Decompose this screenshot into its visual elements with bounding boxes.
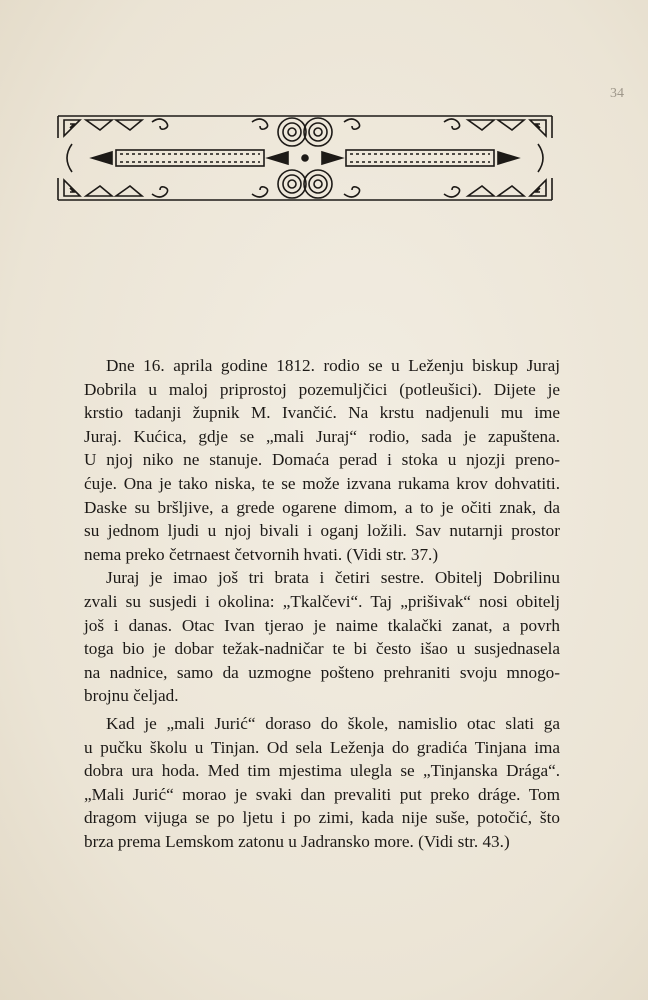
text-line: „Mali Jurić“ morao je svaki dan prevaliti put preko dráge. Tom <box>84 784 560 804</box>
text-line: još i danas. Otac Ivan tjerao je naime tkalački zanat, a povrh <box>84 615 560 635</box>
text-line: u pučku školu u Tinjan. Od sela Leženja do gradića Tinjana ima <box>84 737 560 757</box>
text-line: dobra ura hoda. Med tim mjestima ulegla se „Tinjanska Drága“. <box>84 761 560 781</box>
paragraph-family <box>84 566 560 708</box>
decorative-header-ornament <box>52 108 558 208</box>
text-line: dragom vijuga se po ljetu i po zimi, kada nije suše, potočić, što <box>84 808 560 828</box>
text-line: Dne 16. aprila godine 1812. rodio se u Leženju biskup Juraj <box>106 356 560 375</box>
paragraph-birth <box>84 354 560 566</box>
text-line: na nadnice, samo da uzmogne pošteno prehraniti svoju mnogo- <box>84 662 560 682</box>
paragraph-school <box>84 712 560 854</box>
text-line: nema preko četrnaest četvornih hvati. (Vidi str. 37.) <box>84 544 439 564</box>
text-line: toga bio je dobar težak-nadničar te bi često išao u susjednasela <box>84 639 560 659</box>
main-text <box>84 354 560 853</box>
text-line: Daske su bršljive, a grede ogarene dimom, a to je očiti znak, da <box>84 497 560 517</box>
text-line: su jednom ljudi u njoj bivali i oganj ložili. Sav nutarnji prostor <box>84 521 560 541</box>
text-line: brza prema Lemskom zatonu u Jadransko more. (Vidi str. 43.) <box>84 831 510 851</box>
text-line: ćuje. Ona je tako niska, te se može izvana rukama krov dohvatiti. <box>84 473 560 493</box>
text-line: Juraj je imao još tri brata i četiri sestre. Obitelj Dobrilinu <box>106 568 560 588</box>
text-line: Dobrila u maloj priprostoj pozemuljčici (potleušici). Dijete je <box>84 379 560 399</box>
text-line: U njoj niko ne stanuje. Domaća perad i stoka u njozji preno- <box>84 450 560 470</box>
text-line: Juraj. Kućica, gdje se „mali Juraj“ rodio, sada je zapuštena. <box>84 426 560 446</box>
text-line: krstio tadanji župnik M. Ivančić. Na krstu nadjenuli mu ime <box>84 403 560 423</box>
page-number: 34 <box>610 86 624 101</box>
text-line: brojnu čeljad. <box>84 686 179 706</box>
text-line: Kad je „mali Jurić“ doraso do škole, namislio otac slati ga <box>106 713 560 733</box>
text-line: zvali su susjedi i okolina: „Tkalčevi“. Taj „prišivak“ nosi obitelj <box>84 591 560 611</box>
